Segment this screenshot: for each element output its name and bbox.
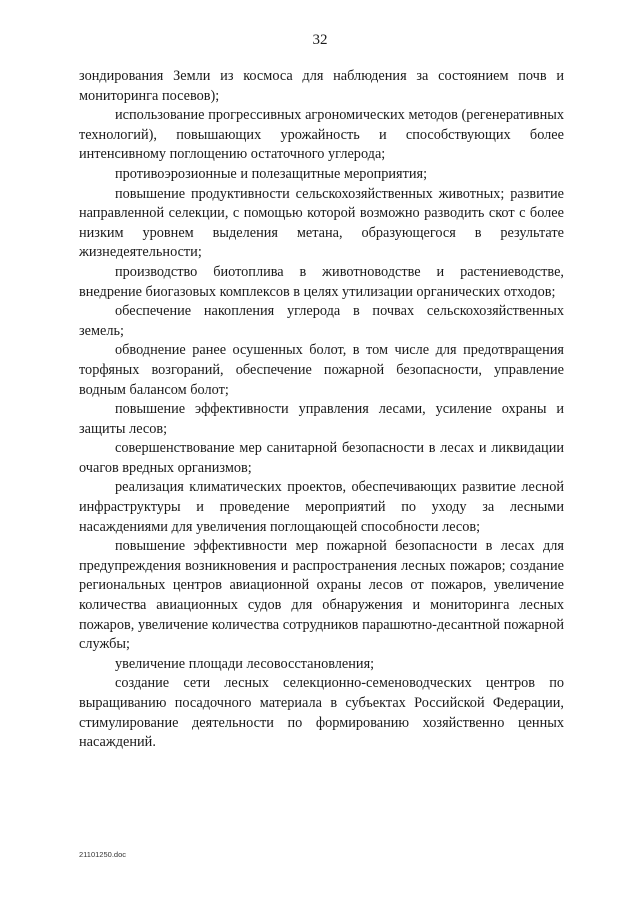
paragraph: повышение эффективности мер пожарной безопасности в лесах для предупреждения возникновения и распространения лесных пожаров; создание региональных центров авиационной охраны лесов от пожаров, увеличение количества авиационных судов для обнаружения и мониторинга лесных пожаров, увеличение количества сотрудников парашютно-десантной пожарной службы; [79,538,564,653]
body-text [79,67,564,753]
paragraph: реализация климатических проектов, обеспечивающих развитие лесной инфраструктуры и проведение мероприятий по уходу за лесными насаждениями для увеличения поглощающей способности лесов; [79,479,564,535]
file-name-footer: 21101250.doc [79,850,126,859]
paragraph: увеличение площади лесовосстановления; [115,655,375,672]
paragraph: зондирования Земли из космоса для наблюдения за состоянием почв и мониторинга посевов); [79,68,564,104]
paragraph: создание сети лесных селекционно-семеноводческих центров по выращиванию посадочного материала в субъектах Российской Федерации, стимулирование деятельности по формированию хозяйственно ценных насаждений. [79,675,564,751]
paragraph: обеспечение накопления углерода в почвах сельскохозяйственных земель; [79,303,564,339]
paragraph: обводнение ранее осушенных болот, в том числе для предотвращения торфяных возгораний, обеспечение пожарной безопасности, управление водным балансом болот; [79,342,564,398]
paragraph: использование прогрессивных агрономических методов (регенеративных технологий), повышающих урожайность и способствующих более интенсивному поглощению остаточного углерода; [79,107,564,163]
paragraph: повышение продуктивности сельскохозяйственных животных; развитие направленной селекции, с помощью которой возможно разводить скот с более низким уровнем выделения метана, образующегося в результате жизнедеятельности; [79,185,564,261]
page-number: 32 [312,32,328,48]
paragraph: производство биотоплива в животноводстве и растениеводстве, внедрение биогазовых комплексов в целях утилизации органических отходов; [79,263,564,300]
paragraph: повышение эффективности управления лесами, усиление охраны и защиты лесов; [79,401,564,437]
paragraph: противоэрозионные и полезащитные мероприятия; [115,165,428,182]
paragraph: совершенствование мер санитарной безопасности в лесах и ликвидации очагов вредных организмов; [79,440,564,476]
